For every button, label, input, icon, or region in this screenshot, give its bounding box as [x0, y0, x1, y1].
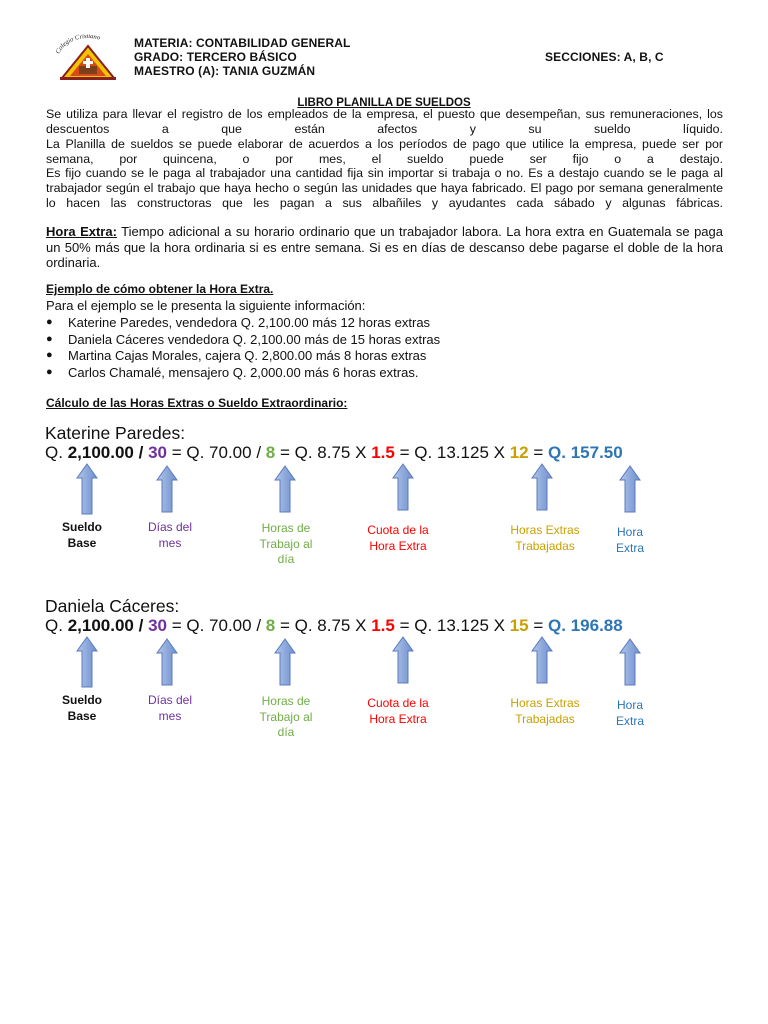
bullet-dot: ●: [46, 349, 53, 361]
label-hora-extra: Hora Extra: [615, 698, 644, 728]
arrow-up-icon: [620, 639, 640, 685]
hora-extra-label: Hora Extra:: [46, 224, 117, 239]
ejemplo-intro: Para el ejemplo se le presenta la siguiente información:: [46, 298, 366, 313]
label-horas-extras-trabajadas: Horas Extras Trabajadas: [510, 523, 580, 553]
hora-extra-text: Tiempo adicional a su horario ordinario que un trabajador labora. La hora extra en Guatemala se paga un 50% más que la hora ordinaria si es entre semana. Si es en días de descanso debe pagarse el doble de la hora ordinaria.: [46, 224, 723, 270]
list-item: Katerine Paredes, vendedora Q. 2,100.00 más 12 horas extras: [68, 315, 431, 330]
bullet-dot: ●: [46, 366, 53, 378]
arrows-row: [0, 460, 768, 520]
arrow-up-icon: [393, 464, 413, 510]
label-sueldo-base: Sueldo Base: [61, 693, 102, 723]
header-maestro: MAESTRO (A): TANIA GUZMÁN: [134, 64, 316, 78]
header-grado: GRADO: TERCERO BÁSICO: [134, 50, 297, 64]
arrow-up-icon: [77, 464, 97, 514]
intro-paragraph-3: Es fijo cuando se le paga al trabajador una cantidad fija sin importar si trabaja o no. Es a destajo cuando se le paga al trabajador según el trabajo que haya hecho o según las unidades que haya fabricado. El pago por semana generalmente lo hacen las constructoras que les pagan a sus albañiles y ayudantes cada sábado y algunas fábricas.: [46, 166, 723, 210]
intro-paragraph-2: La Planilla de sueldos se puede elaborar de acuerdos a los períodos de pago que utilice la empresa, puede ser por semana, por quincena, o por mes, el sueldo puede ser fijo o a destajo.: [46, 137, 723, 166]
arrow-up-icon: [393, 637, 413, 683]
arrow-up-icon: [620, 466, 640, 512]
logo-text: Colegio Cristiano: [54, 34, 101, 55]
arrow-up-icon: [157, 466, 177, 512]
example-name: Daniela Cáceres:: [45, 596, 180, 616]
school-logo: [52, 34, 124, 82]
arrow-up-icon: [77, 637, 97, 687]
label-horas-extras-trabajadas: Horas Extras Trabajadas: [510, 696, 580, 726]
label-hora-extra: Hora Extra: [615, 525, 644, 555]
intro-paragraph-1: Se utiliza para llevar el registro de los empleados de la empresa, el puesto que desempeñan, sus remuneraciones, los descuentos a que están afectos y su sueldo líquido.: [46, 107, 723, 136]
label-sueldo-base: Sueldo Base: [61, 520, 102, 550]
example-name: Katerine Paredes:: [45, 423, 186, 443]
arrow-up-icon: [157, 639, 177, 685]
arrow-up-icon: [532, 464, 552, 510]
bullet-dot: ●: [46, 333, 53, 345]
arrow-up-icon: [275, 639, 295, 685]
list-item: Carlos Chamalé, mensajero Q. 2,000.00 más 6 horas extras.: [68, 365, 419, 380]
hora-extra-definition: [46, 224, 723, 271]
list-item: Martina Cajas Morales, cajera Q. 2,800.00 más 8 horas extras: [68, 348, 427, 363]
document-title: LIBRO PLANILLA DE SUELDOS: [297, 97, 471, 109]
label-cuota-hora-extra: Cuota de la Hora Extra: [367, 696, 429, 726]
label-dias-del-mes: Días del mes: [147, 520, 193, 550]
calculo-heading: Cálculo de las Horas Extras o Sueldo Extraordinario:: [46, 396, 348, 410]
header-secciones: SECCIONES: A, B, C: [545, 50, 664, 64]
label-cuota-hora-extra: Cuota de la Hora Extra: [367, 523, 429, 553]
label-horas-trabajo: Horas de Trabajo al día: [259, 694, 313, 739]
example-formula: Q. 2,100.00 / 30 = Q. 70.00 / 8 = Q. 8.75 X 1.5 = Q. 13.125 X 12 = Q. 157.50: [45, 443, 623, 462]
list-item: Daniela Cáceres vendedora Q. 2,100.00 más de 15 horas extras: [68, 332, 441, 347]
ejemplo-heading: Ejemplo de cómo obtener la Hora Extra.: [46, 282, 274, 296]
example-formula: Q. 2,100.00 / 30 = Q. 70.00 / 8 = Q. 8.75 X 1.5 = Q. 13.125 X 15 = Q. 196.88: [45, 616, 623, 635]
svg-text:Colegio Cristiano: [55, 34, 102, 55]
label-dias-del-mes: Días del mes: [147, 693, 193, 723]
header-materia: MATERIA: CONTABILIDAD GENERAL: [134, 36, 351, 50]
label-horas-trabajo: Horas de Trabajo al día: [259, 521, 313, 566]
arrow-up-icon: [532, 637, 552, 683]
bullet-dot: ●: [46, 316, 53, 328]
arrow-up-icon: [275, 466, 295, 512]
arrows-row: [0, 633, 768, 693]
